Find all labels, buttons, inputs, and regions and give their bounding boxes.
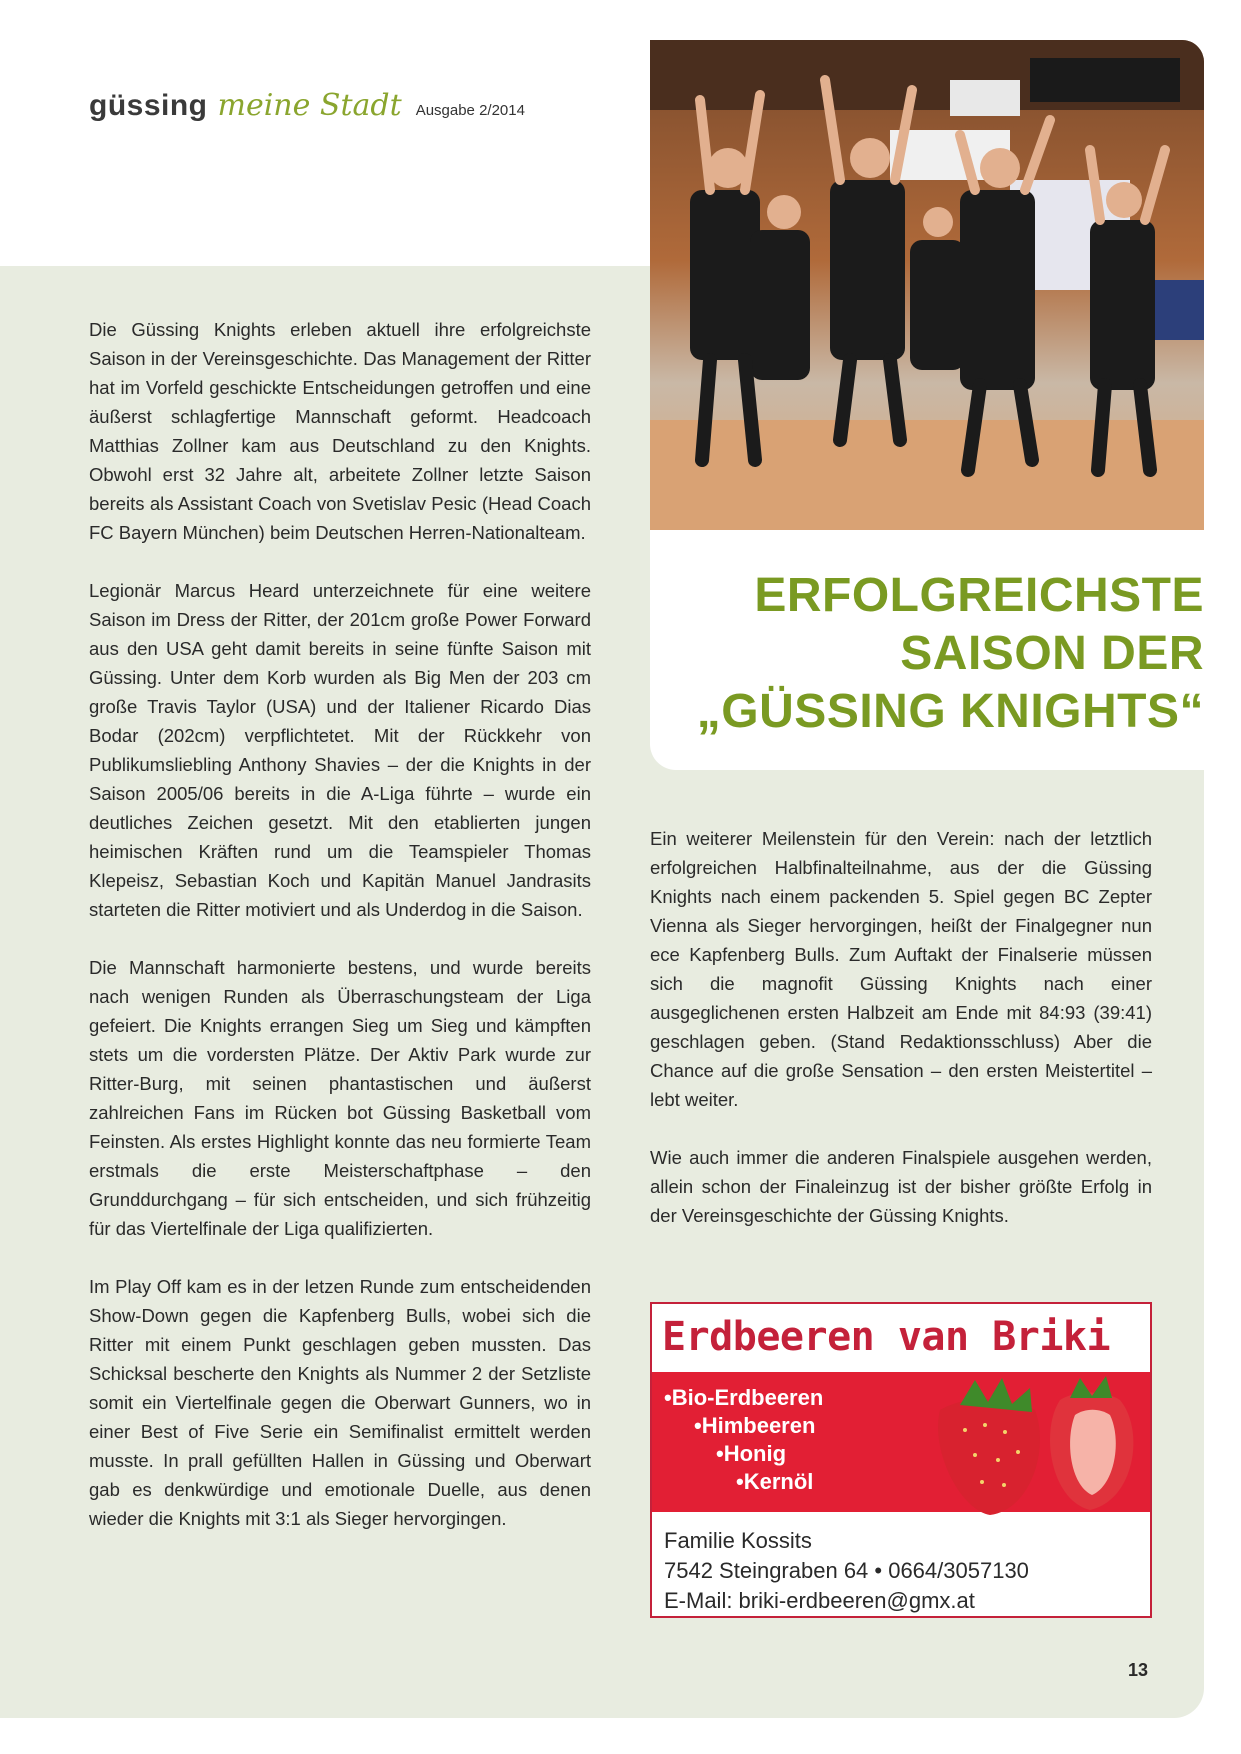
article-right-column [650,824,1152,1259]
ad-product-item: • Honig [716,1440,823,1468]
paragraph: Die Mannschaft harmonierte bestens, und wurde bereits nach wenigen Runden als Überraschungsteam der Liga gefeiert. Die Knights errangen Sieg um Sieg und kämpften stets um die vordersten Plätze. Der Aktiv Park wurde zur Ritter-Burg, mit seinen phantastischen und äußerst zahlreichen Fans im Rücken bot Güssing Basketball vom Feinsten. Als erstes Highlight konnte das neu formierte Team erstmals die erste Meisterschaftphase – den Grunddurchgang – für sich entscheiden, und sich frühzeitig für das Viertelfinale der Liga qualifizierten. [89,957,591,1239]
paragraph: Legionär Marcus Heard unterzeichnete für eine weitere Saison im Dress der Ritter, der 201cm große Power Forward aus den USA geht damit bereits in seine fünfte Saison mit Güssing. Unter dem Korb wurden als Big Men der 203 cm große Travis Taylor (USA) und der Italiener Ricardo Dias Bodar (202cm) verpflichtetet. Mit der Rückkehr von Publikumsliebling Anthony Shavies – der die Knights in der Saison 2005/06 bereits in die A-Liga führte – wurde ein deutliches Zeichen gesetzt. Mit den etablierten jungen heimischen Kräften rund um die Teamspieler Thomas Klepeisz, Sebastian Koch und Kapitän Manuel Jandrasits starteten die Ritter motiviert und als Underdog in die Saison. [89,580,591,920]
headline-line-3: „GÜSSING KNIGHTS“ [696,685,1204,738]
headline-line-1: ERFOLGREICHSTE [754,569,1204,622]
masthead-tagline: meine Stadt [217,88,402,123]
ad-family: Familie Kossits [664,1528,812,1553]
article-left-column [89,315,591,1562]
headline-line-2: SAISON DER [900,627,1204,680]
strawberry-advertisement [650,1302,1152,1618]
ad-product-item: • Himbeeren [694,1412,823,1440]
ad-address: 7542 Steingraben 64 • 0664/3057130 [664,1558,1029,1583]
masthead-brand: güssing [89,89,208,122]
paragraph: Im Play Off kam es in der letzen Runde zum entscheidenden Show-Down gegen die Kapfenberg Bulls, wobei sich die Ritter mit einem Punkt geschlagen geben mussten. Das Schicksal bescherte den Knights als Nummer 2 der Setzliste somit ein Viertelfinale gegen die Oberwart Gunners, wo in einer Best of Five Serie ein Semifinalist ermittelt werden musste. In prall gefüllten Hallen in Güssing und Oberwart gab es denkwürdige und emotionale Duelle, aus denen wieder die Knights mit 3:1 als Sieger hervorgingen. [89,1276,591,1529]
paragraph: Wie auch immer die anderen Finalspiele ausgehen werden, allein schon der Finaleinzug ist der bisher größte Erfolg in der Vereinsgeschichte der Güssing Knights. [650,1147,1152,1226]
ad-email: E-Mail: briki-erdbeeren@gmx.at [664,1588,975,1613]
strawberry-icon [920,1370,1150,1520]
paragraph: Ein weiterer Meilenstein für den Verein: nach der letztlich erfolgreichen Halbfinalteilnahme, aus der die Güssing Knights nach einem packenden 5. Spiel gegen BC Zepter Vienna als Sieger hervorgingen, heißt der Finalgegner nun ece Kapfenberg Bulls. Zum Auftakt der Finalserie müssen sich die magnofit Güssing Knights nach einer ausgeglichenen ersten Halbzeit am Ende mit 84:93 (39:41) geschlagen geben. (Stand Redaktionsschluss) Aber die Chance auf die große Sensation – den ersten Meistertitel – lebt weiter. [650,828,1152,1110]
team-celebration-photo [650,40,1204,530]
ad-product-list [664,1384,823,1496]
ad-contact [664,1526,1029,1616]
article-headline [644,567,1204,741]
page-number: 13 [1128,1660,1149,1680]
ad-product-item: • Bio-Erdbeeren [664,1384,823,1412]
paragraph: Die Güssing Knights erleben aktuell ihre erfolgreichste Saison in der Vereinsgeschichte. Das Management der Ritter hat im Vorfeld geschickte Entscheidungen getroffen und eine äußerst schlagfertige Mannschaft geformt. Headcoach Matthias Zollner kam aus Deutschland zu den Knights. Obwohl erst 32 Jahre alt, arbeitete Zollner letzte Saison bereits als Assistant Coach von Svetislav Pesic (Head Coach FC Bayern München) beim Deutschen Herren-Nationalteam. [89,319,591,543]
masthead [89,88,525,123]
ad-title: Erdbeeren van Briki [662,1314,1111,1360]
ad-product-item: • Kernöl [736,1468,823,1496]
issue-label: Ausgabe 2/2014 [415,102,525,119]
